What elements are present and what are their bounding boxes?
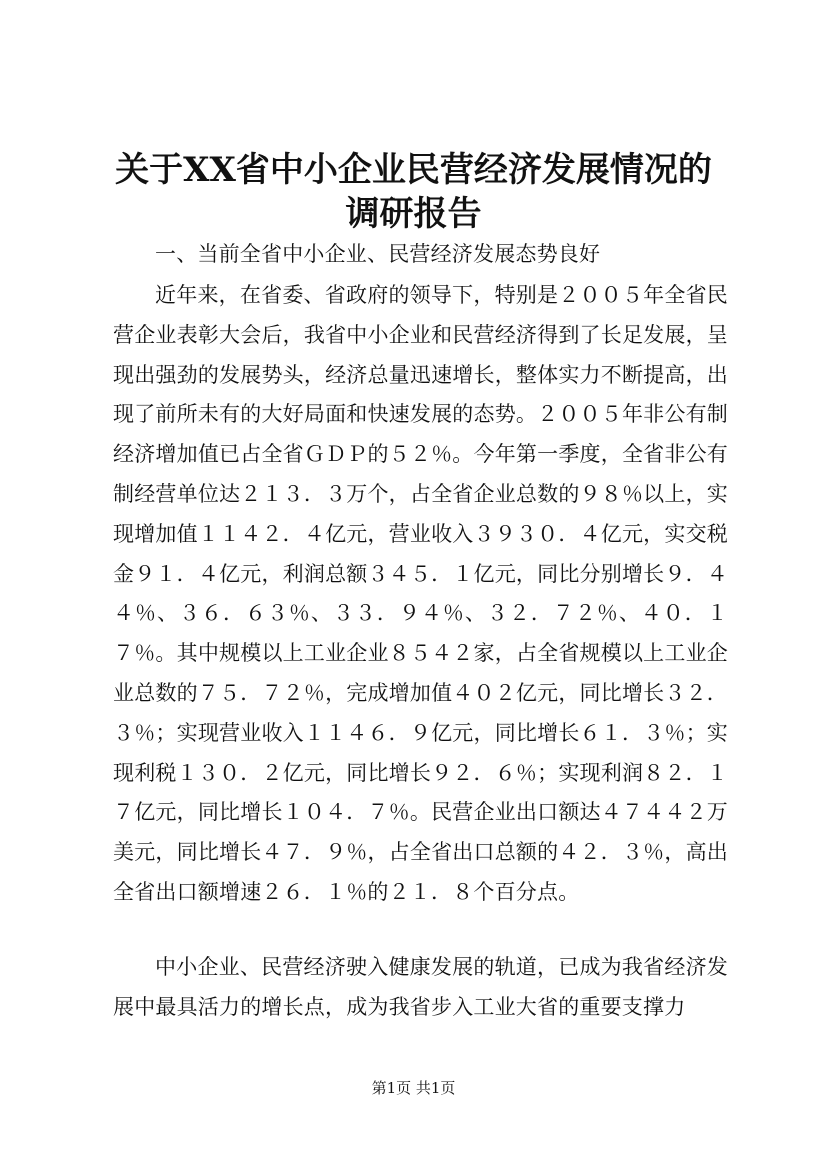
paragraph-2: 中小企业、民营经济驶入健康发展的轨道，已成为我省经济发展中最具活力的增长点，成为我省步入工业大省的重要支撑力 [113, 955, 728, 1019]
section-heading: 一、当前全省中小企业、民营经济发展态势良好 [155, 242, 601, 266]
paragraph-1: 近年来，在省委、省政府的领导下，特别是２００５年全省民营企业表彰大会后，我省中小企业和民营经济得到了长足发展，呈现出强劲的发展势头，经济总量迅速增长，整体实力不断提高，出现了前所未有的大好局面和快速发展的态势。２００５年非公有制经济增加值已占全省ＧＤＰ的５２％。今年第一季度，全省非公有制经营单位达２１３．３万个，占全省企业总数的９８％以上，实现增加值１１４２．４亿元，营业收入３９３０．４亿元，实交税金９１．４亿元，利润总额３４５．１亿元，同比分别增长９．４４％、３６．６３％、３３．９４％、３２．７２％、４０．１７％。其中规模以上工业企业８５４２家，占全省规模以上工业企业总数的７５．７２％，完成增加值４０２亿元，同比增长３２．３％；实现营业收入１１４６．９亿元，同比增长６１．３％；实现利税１３０．２亿元，同比增长９２．６％；实现利润８２．１７亿元，同比增长１０４．７％。民营企业出口额达４７４４２万美元，同比增长４７．９％，占全省出口总额的４２．３％，高出全省出口额增速２６．１％的２１．８个百分点。 [113, 283, 728, 904]
document-title: 关于XX省中小企业民营经济发展情况的调研报告 [115, 150, 712, 234]
page-footer: 第1页 共1页 [371, 1079, 456, 1097]
